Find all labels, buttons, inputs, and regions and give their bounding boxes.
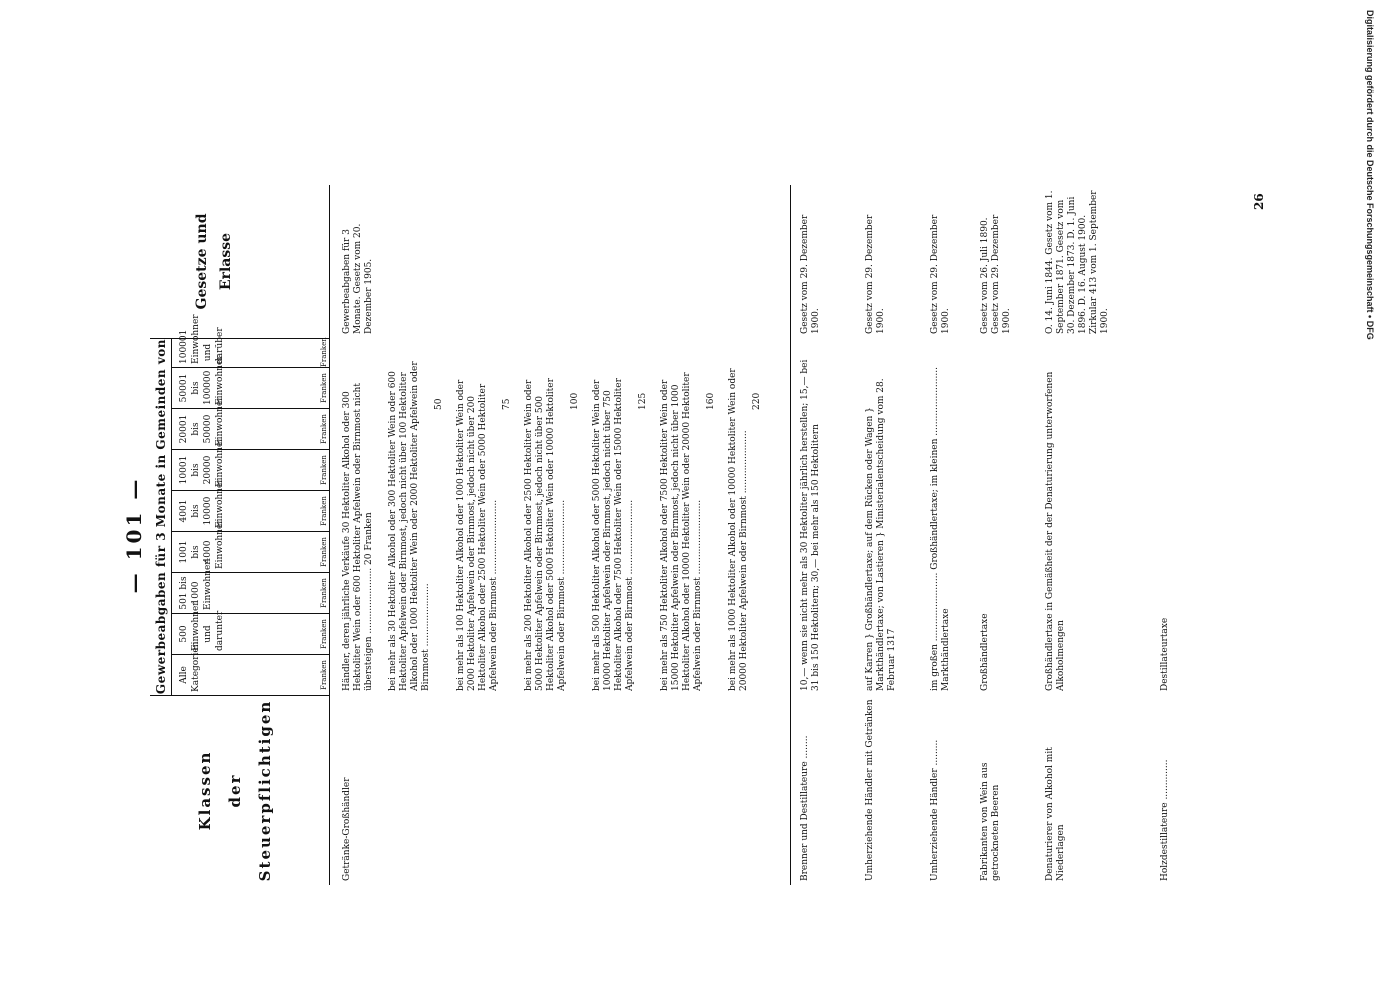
row-description: bei mehr als 1000 Hektoliter Alkohol oder 10000 Hektoliter Wein oder 20000 Hektoliter Apfelwein oder Birnmost ...................... [728,368,749,691]
row-description: Großhändlertaxe in Gemäßheit der der Denaturierung unterworfenen Alkoholmengen [1045,371,1066,691]
fee-column-8: 50001 bis 100000 Einwohner Franken [172,367,330,408]
row-law: Gesetz vom 29. Dezember 1900. [865,214,886,334]
row-law: Gewerbeabgaben für 3 Monate. Gesetz vom 20. Dezember 1905. [342,223,374,334]
table-header [150,185,330,885]
row-class: Holzdestillateure .............. [1160,759,1170,881]
row-class: Brenner und Destillateure ........ [800,735,810,881]
row-law: Gesetz vom 29. Dezember 1900. [930,214,951,334]
digitization-note: Digitalisierung gefördert durch die Deutsche Forschungsgemeinschaft • DFG [1365,10,1375,340]
row-description: Destillateurtaxe [1160,617,1170,691]
law-header: Gesetze und Erlasse [194,213,234,310]
row-description: bei mehr als 200 Hektoliter Alkohol oder 2500 Hektoliter Wein oder 5000 Hektoliter Apfelwein oder Birnmost, jedoch nicht über 500 Hektoliter Alkohol oder 5000 Hektoliter Wein oder 10000 Hektoliter Apfelwein oder Birnmost .......................... [524,378,567,691]
row-value: 75 [502,398,512,410]
row-value: 50 [434,398,444,410]
classes-title-line-2: der [226,773,244,808]
row-class: Fabrikanten von Wein aus getrockneten Beeren [980,762,1001,881]
fees-header [150,314,330,695]
fees-title: Gewerbeabgaben für 3 Monate in Gemeinden von [150,338,172,695]
row-description: Großhändlertaxe [980,613,990,691]
fee-column-4: 1001 bis 4000 Einwohner Franken [172,531,330,572]
fee-column-9: 100001 Einwohner und darüber Franken [179,314,328,367]
fee-column-7: 20001 bis 50000 Einwohner Franken [172,408,330,449]
row-description: im großen ........................ Großhändlertaxe; im kleinen ........................ Markthändlertaxe [930,367,951,691]
row-description: auf Karren } Großhändlertaxe; auf dem Rücken oder Wagen } Markthändlertaxe; von Lastieren } Ministerialentscheidung vom 28. Februar 1317 [865,378,897,691]
row-value: 125 [638,392,648,410]
row-class: Denaturierer von Alkohol mit Niederlagen [1045,747,1066,881]
row-value: 100 [570,392,580,410]
row-divider [790,185,791,885]
fee-column-3: 501 bis 1000 Einwohner Franken [172,572,330,613]
row-description: bei mehr als 100 Hektoliter Alkohol oder 1000 Hektoliter Wein oder 2000 Hektoliter Apfelwein oder Birnmost, jedoch nicht über 200 Hektoliter Alkohol oder 2500 Hektoliter Wein oder 5000 Hektoliter Apfelwein oder Birnmost .......................... [456,379,499,691]
fee-column-1: Alle Kategorien Franken [172,654,330,695]
fee-column-2: 500 Einwohner und darunter Franken [172,613,330,654]
fee-column-5: 4001 bis 10000 Einwohner Franken [172,490,330,531]
row-class: Umherziehende Händler mit Getränken [865,699,875,881]
row-description: 10,— wenn sie nicht mehr als 30 Hektoliter jährlich herstellen; 15,— bei 31 bis 150 Hektolitern; 30,— bei mehr als 150 Hektolitern [800,359,821,691]
row-value: 160 [706,392,716,410]
row-description: bei mehr als 500 Hektoliter Alkohol oder 5000 Hektoliter Wein oder 10000 Hektoliter Apfelwein oder Birnmost, jedoch nicht über 750 Hektoliter Alkohol oder 7500 Hektoliter Wein oder 15000 Hektoliter Apfelwein oder Birnmost .......................... [592,378,635,691]
page-number: — 101 — [122,476,146,594]
document-page [122,185,1270,885]
row-law: O. 14. Juni 1844. Gesetz vom 1. September 1871. Gesetz vom 30. Dezember 1873. D. 1. Juni 1896. D. 16. August 1900. Zirkular 413 vom 1. September 1900. [1045,190,1110,334]
row-description: bei mehr als 30 Hektoliter Alkohol oder 300 Hektoliter Wein oder 600 Hektoliter Apfelwein oder Birnmost, jedoch nicht über 100 Hektoliter Alkohol oder 1000 Hektoliter Wein oder 2000 Hektoliter Apfelwein oder Birnmost ...................... [388,361,431,691]
fee-column-6: 10001 bis 20000 Einwohner Franken [172,449,330,490]
footer-number: 26 [1252,193,1266,210]
row-value: 220 [752,392,762,410]
row-class: Getränke-Großhändler [342,777,352,881]
row-description: bei mehr als 750 Hektoliter Alkohol oder 7500 Hektoliter Wein oder 15000 Hektoliter Apfelwein oder Birnmost, jedoch nicht über 1000 Hektoliter Alkohol oder 10000 Hektoliter Wein oder 20000 Hektoliter Apfelwein oder Birnmost .......................... [660,372,703,691]
row-law: Gesetz vom 26. Juli 1890. Gesetz vom 29. Dezember 1900. [980,214,1012,334]
classes-title-line-3: Steuerpflichtigen [256,699,274,882]
row-class: Umherziehende Händler ......... [930,739,940,881]
classes-title-line-1: Klassen [196,750,214,831]
classes-header [150,695,330,885]
row-law: Gesetz vom 29. Dezember 1900. [800,214,821,334]
row-description: Händler, deren jährliche Verkäufe 30 Hektoliter Alkohol oder 300 Hektoliter Wein oder 600 Hektoliter Apfelwein oder Birnmost nicht übersteigen ....................... 20 Franken [342,383,374,691]
